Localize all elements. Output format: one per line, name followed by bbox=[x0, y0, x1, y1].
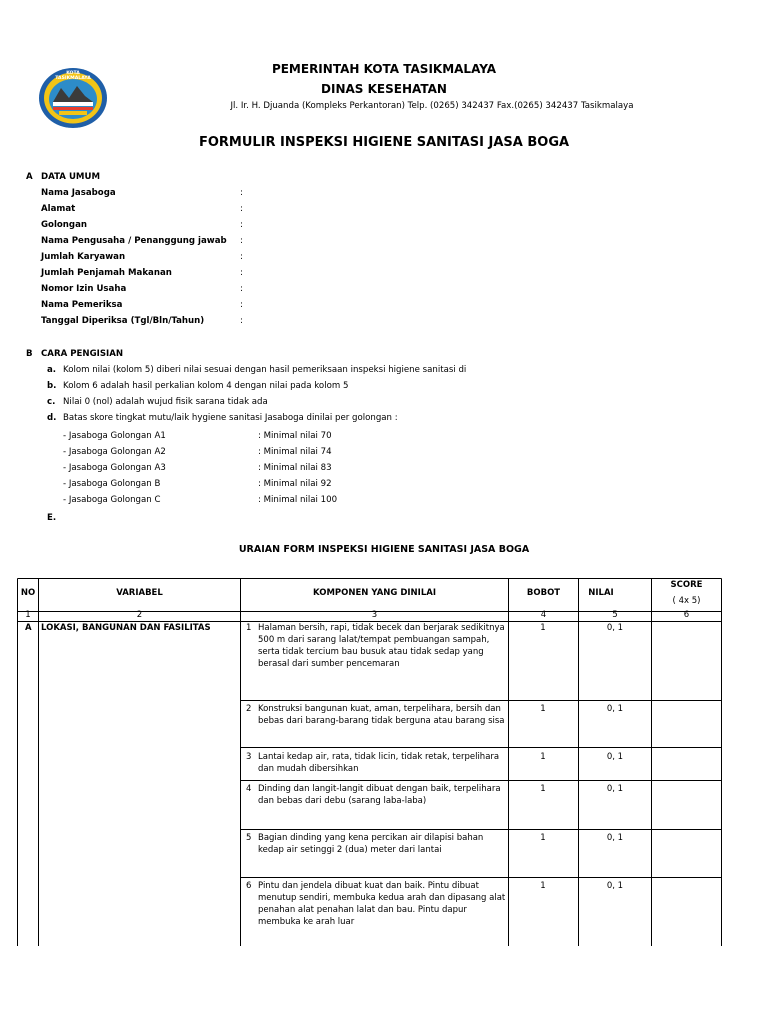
logo-text: KOTA TASIKMALAYA bbox=[55, 71, 91, 81]
column-number: 5 bbox=[612, 610, 618, 620]
column-number: 2 bbox=[136, 610, 143, 620]
header-bobot: BOBOT bbox=[526, 588, 561, 598]
instruction-label: a. bbox=[47, 365, 57, 375]
row-number: 6 bbox=[246, 881, 252, 891]
field-colon: : bbox=[240, 220, 243, 230]
row-component: Pintu dan jendela dibuat kuat dan baik. Pintu dibuat menutup sendiri, membuka kedua arah dan dipasang alat penahan alat penahan lalat dan bau. Pintu dapur membuka ke arah luar bbox=[258, 881, 506, 927]
row-number: 1 bbox=[246, 623, 252, 633]
group-name: - Jasaboga Golongan A3 bbox=[63, 463, 166, 473]
instruction-label: d. bbox=[47, 413, 57, 423]
row-number: 3 bbox=[246, 752, 252, 762]
group-name: - Jasaboga Golongan A2 bbox=[63, 447, 166, 457]
group-minimum: : Minimal nilai 92 bbox=[258, 479, 332, 489]
header-score-formula: ( 4x 5) bbox=[672, 596, 701, 606]
row-component: Konstruksi bangunan kuat, aman, terpelihara, bersih dan bebas dari barang-barang tidak berguna atau barang sisa bbox=[258, 704, 505, 726]
column-number: 4 bbox=[540, 610, 547, 620]
section-a-letter: A bbox=[26, 172, 33, 182]
field-colon: : bbox=[240, 204, 243, 214]
instruction-text: Batas skore tingkat mutu/laik hygiene sanitasi Jasaboga dinilai per golongan : bbox=[63, 413, 398, 423]
header-variabel: VARIABEL bbox=[116, 588, 163, 598]
instruction-label-e: E. bbox=[47, 513, 57, 523]
field-label: Nomor Izin Usaha bbox=[41, 284, 127, 294]
field-colon: : bbox=[240, 316, 243, 326]
header-agency: DINAS KESEHATAN bbox=[321, 82, 447, 96]
column-number: 3 bbox=[371, 610, 378, 620]
header-address: Jl. Ir. H. Djuanda (Kompleks Perkantoran) Telp. (0265) 342437 Fax.(0265) 342437 Tasikmalaya bbox=[230, 101, 634, 111]
row-nilai: 0, 1 bbox=[606, 784, 624, 794]
column-number: 6 bbox=[683, 610, 690, 620]
field-label: Nama Jasaboga bbox=[41, 188, 116, 198]
field-colon: : bbox=[240, 300, 243, 310]
row-nilai: 0, 1 bbox=[606, 881, 624, 891]
field-colon: : bbox=[240, 236, 243, 246]
field-label: Nama Pemeriksa bbox=[41, 300, 123, 310]
row-number: 5 bbox=[246, 833, 252, 843]
section-variabel: LOKASI, BANGUNAN DAN FASILITAS bbox=[41, 623, 211, 633]
column-number: 1 bbox=[25, 610, 31, 620]
field-label: Jumlah Karyawan bbox=[41, 252, 126, 262]
field-label: Nama Pengusaha / Penanggung jawab bbox=[41, 236, 227, 246]
group-name: - Jasaboga Golongan A1 bbox=[63, 431, 166, 441]
group-minimum: : Minimal nilai 83 bbox=[258, 463, 332, 473]
group-minimum: : Minimal nilai 100 bbox=[258, 495, 338, 505]
field-colon: : bbox=[240, 188, 243, 198]
row-bobot: 1 bbox=[540, 623, 546, 633]
header-no: NO bbox=[20, 588, 36, 598]
section-no: A bbox=[25, 623, 32, 633]
section-b-letter: B bbox=[26, 349, 33, 359]
header-nilai: NILAI bbox=[588, 588, 614, 598]
row-number: 4 bbox=[246, 784, 252, 794]
row-nilai: 0, 1 bbox=[606, 704, 624, 714]
group-minimum: : Minimal nilai 70 bbox=[258, 431, 332, 441]
row-component: Lantai kedap air, rata, tidak licin, tidak retak, terpelihara dan mudah dibersihkan bbox=[258, 752, 500, 774]
group-minimum: : Minimal nilai 74 bbox=[258, 447, 332, 457]
instruction-text: Kolom 6 adalah hasil perkalian kolom 4 dengan nilai pada kolom 5 bbox=[63, 381, 349, 391]
instruction-text: Kolom nilai (kolom 5) diberi nilai sesuai dengan hasil pemeriksaan inspeksi higiene sanitasi di bbox=[63, 365, 467, 375]
row-bobot: 1 bbox=[540, 752, 546, 762]
section-b-title: CARA PENGISIAN bbox=[41, 349, 124, 359]
row-bobot: 1 bbox=[540, 833, 546, 843]
field-colon: : bbox=[240, 284, 243, 294]
row-bobot: 1 bbox=[540, 881, 546, 891]
field-label: Jumlah Penjamah Makanan bbox=[41, 268, 172, 278]
field-label: Alamat bbox=[41, 204, 76, 214]
header-score: SCORE bbox=[670, 580, 703, 590]
row-nilai: 0, 1 bbox=[606, 833, 624, 843]
instruction-label: c. bbox=[47, 397, 56, 407]
instruction-label: b. bbox=[47, 381, 57, 391]
row-nilai: 0, 1 bbox=[606, 752, 624, 762]
section-a-title: DATA UMUM bbox=[41, 172, 101, 182]
group-name: - Jasaboga Golongan C bbox=[63, 495, 161, 505]
instruction-text: Nilai 0 (nol) adalah wujud fisik sarana tidak ada bbox=[63, 397, 268, 407]
field-colon: : bbox=[240, 252, 243, 262]
row-bobot: 1 bbox=[540, 704, 546, 714]
table-title: URAIAN FORM INSPEKSI HIGIENE SANITASI JASA BOGA bbox=[238, 544, 530, 555]
field-colon: : bbox=[240, 268, 243, 278]
row-nilai: 0, 1 bbox=[606, 623, 624, 633]
header-government: PEMERINTAH KOTA TASIKMALAYA bbox=[271, 62, 497, 76]
row-component: Halaman bersih, rapi, tidak becek dan berjarak sedikitnya 500 m dari sarang lalat/tempat pembuangan sampah, serta tidak tercium bau busuk atau tidak sedap yang berasal dari sumber pencemaran bbox=[258, 623, 505, 669]
row-number: 2 bbox=[246, 704, 252, 714]
field-label: Tanggal Diperiksa (Tgl/Bln/Tahun) bbox=[41, 316, 205, 326]
field-label: Golongan bbox=[41, 220, 87, 230]
row-component: Bagian dinding yang kena percikan air dilapisi bahan kedap air setinggi 2 (dua) meter dari lantai bbox=[258, 833, 484, 855]
header-komponen: KOMPONEN YANG DINILAI bbox=[313, 588, 436, 598]
form-title: FORMULIR INSPEKSI HIGIENE SANITASI JASA BOGA bbox=[198, 135, 570, 150]
group-name: - Jasaboga Golongan B bbox=[63, 479, 161, 489]
row-bobot: 1 bbox=[540, 784, 546, 794]
row-component: Dinding dan langit-langit dibuat dengan baik, terpelihara dan bebas dari debu (sarang laba-laba) bbox=[258, 784, 501, 806]
